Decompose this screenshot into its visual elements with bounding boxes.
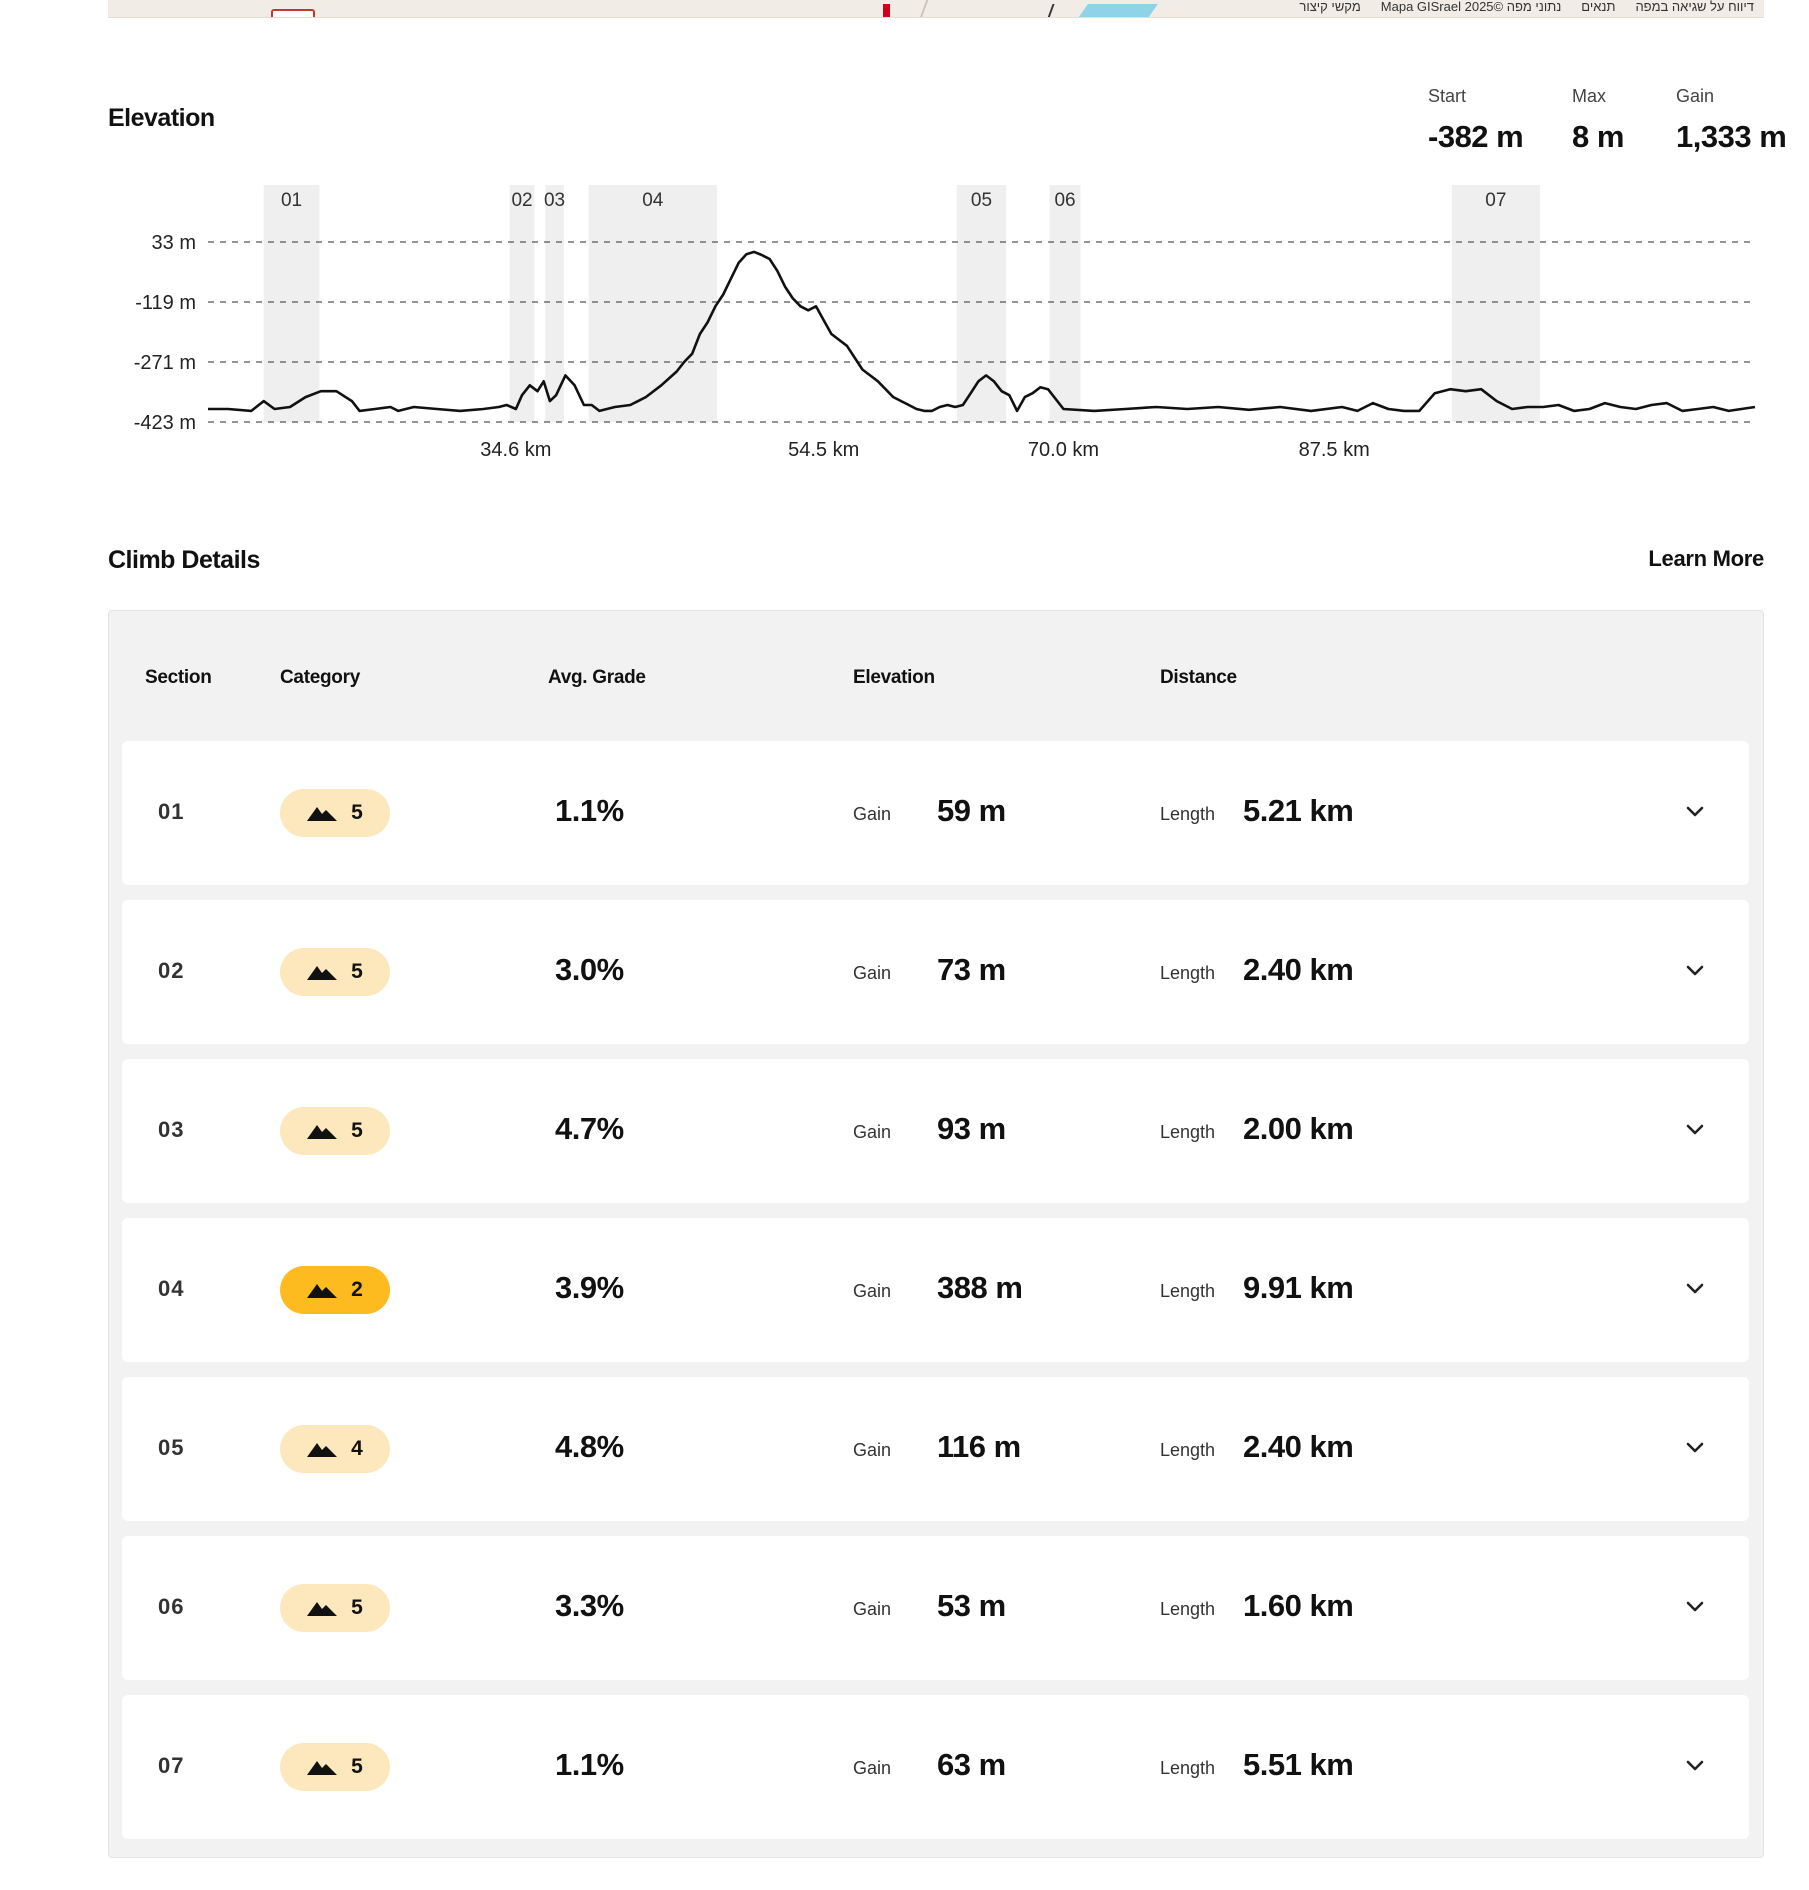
map-terms-link[interactable]: תנאים	[1581, 0, 1616, 14]
gain-label: Gain	[853, 1122, 892, 1142]
category-badge	[280, 789, 390, 837]
category-badge	[280, 948, 390, 996]
section-number: 04	[158, 1276, 185, 1301]
length-label: Length	[1160, 804, 1216, 824]
avg-grade: 1.1%	[555, 793, 624, 828]
mountain-icon	[307, 1440, 337, 1458]
avg-grade: 3.9%	[555, 1270, 624, 1305]
mountain-icon	[307, 1122, 337, 1140]
length-value: 9.91 km	[1243, 1270, 1354, 1305]
table-row[interactable]	[122, 1059, 1749, 1203]
chevron-down-icon[interactable]	[1682, 799, 1708, 825]
avg-grade: 4.8%	[555, 1429, 624, 1464]
category-number: 5	[351, 1119, 363, 1142]
stat-gain	[1676, 86, 1786, 155]
gain-value: 53 m	[937, 1588, 1006, 1623]
category-badge	[280, 1743, 390, 1791]
section-number: 07	[158, 1753, 185, 1778]
category-badge	[280, 1584, 390, 1632]
climb-band-label: 04	[642, 190, 664, 211]
stat-label: Start	[1428, 86, 1467, 106]
category-number: 5	[351, 1596, 363, 1619]
chevron-down-icon[interactable]	[1682, 1276, 1708, 1302]
mountain-icon	[307, 1599, 337, 1617]
mountain-icon	[307, 1758, 337, 1776]
climb-band-label: 07	[1485, 190, 1507, 211]
map-road	[1047, 4, 1054, 18]
climb-band-label: 06	[1054, 190, 1076, 211]
y-tick-label: 33 m	[151, 232, 196, 254]
gain-label: Gain	[853, 1440, 892, 1460]
category-number: 2	[351, 1278, 363, 1301]
chevron-down-icon[interactable]	[1682, 1753, 1708, 1779]
climb-band	[1050, 185, 1081, 422]
gain-label: Gain	[853, 1281, 892, 1301]
section-number: 06	[158, 1594, 185, 1619]
length-label: Length	[1160, 963, 1216, 983]
elevation-chart[interactable]	[108, 180, 1768, 470]
climb-band	[264, 185, 320, 422]
mountain-icon	[307, 963, 337, 981]
section-number: 05	[158, 1435, 185, 1460]
header-category: Category	[280, 667, 360, 688]
length-label: Length	[1160, 1281, 1216, 1301]
stat-label: Max	[1572, 86, 1607, 106]
x-tick-label: 87.5 km	[1298, 439, 1370, 461]
stat-label: Gain	[1676, 86, 1715, 106]
header-avg-grade: Avg. Grade	[548, 667, 646, 688]
chevron-down-icon[interactable]	[1682, 1117, 1708, 1143]
table-row[interactable]	[122, 1377, 1749, 1521]
stat-start	[1428, 86, 1523, 155]
x-tick-label: 54.5 km	[788, 439, 860, 461]
stat-max	[1572, 86, 1624, 155]
category-number: 5	[351, 1755, 363, 1778]
category-number: 5	[351, 960, 363, 983]
climb-details-title: Climb Details	[108, 546, 260, 574]
map-report-link[interactable]: דיווח על שגיאה במפה	[1635, 0, 1754, 14]
length-value: 2.40 km	[1243, 952, 1354, 987]
section-number: 01	[158, 799, 185, 824]
category-badge	[280, 1266, 390, 1314]
avg-grade: 3.0%	[555, 952, 624, 987]
section-number: 03	[158, 1117, 185, 1142]
gain-value: 388 m	[937, 1270, 1023, 1305]
table-row[interactable]	[122, 741, 1749, 885]
header-distance: Distance	[1160, 667, 1237, 688]
map-road	[920, 0, 929, 18]
gain-label: Gain	[853, 804, 892, 824]
y-tick-label: -423 m	[133, 412, 196, 434]
gain-value: 93 m	[937, 1111, 1006, 1146]
map-shortcuts-link[interactable]: מקשי קיצור	[1299, 0, 1361, 14]
chevron-down-icon[interactable]	[1682, 958, 1708, 984]
category-number: 4	[351, 1437, 363, 1460]
gain-value: 59 m	[937, 793, 1006, 828]
length-label: Length	[1160, 1440, 1216, 1460]
climb-band-label: 05	[970, 190, 993, 211]
y-tick-label: -119 m	[135, 292, 196, 314]
length-label: Length	[1160, 1599, 1216, 1619]
header-elevation: Elevation	[853, 667, 935, 688]
length-value: 2.40 km	[1243, 1429, 1354, 1464]
gain-label: Gain	[853, 1758, 892, 1778]
category-badge	[280, 1107, 390, 1155]
table-row[interactable]	[122, 1536, 1749, 1680]
length-value: 2.00 km	[1243, 1111, 1354, 1146]
climb-band	[589, 185, 717, 422]
avg-grade: 1.1%	[555, 1747, 624, 1782]
map-attribution	[1299, 0, 1754, 17]
stat-value: -382 m	[1428, 119, 1524, 154]
stat-value: 8 m	[1572, 119, 1624, 154]
mountain-icon	[307, 1281, 337, 1299]
gain-value: 63 m	[937, 1747, 1006, 1782]
length-label: Length	[1160, 1758, 1216, 1778]
map-strip[interactable]	[108, 0, 1764, 18]
chevron-down-icon[interactable]	[1682, 1594, 1708, 1620]
length-value: 5.21 km	[1243, 793, 1354, 828]
category-number: 5	[351, 801, 363, 824]
map-water	[1078, 4, 1158, 18]
y-tick-label: -271 m	[133, 352, 196, 374]
gain-value: 73 m	[937, 952, 1006, 987]
table-row[interactable]	[122, 1218, 1749, 1362]
length-label: Length	[1160, 1122, 1216, 1142]
gain-label: Gain	[853, 963, 892, 983]
table-row[interactable]	[122, 900, 1749, 1044]
avg-grade: 4.7%	[555, 1111, 624, 1146]
map-data-credit: נתוני מפה ©2025 Mapa GISrael	[1380, 0, 1562, 14]
length-value: 1.60 km	[1243, 1588, 1354, 1623]
climb-band	[1452, 185, 1540, 422]
section-number: 02	[158, 958, 185, 983]
category-badge	[280, 1425, 390, 1473]
mountain-icon	[307, 804, 337, 822]
learn-more-link[interactable]: Learn More	[1648, 546, 1764, 571]
map-route-marker	[883, 4, 890, 18]
stat-value: 1,333 m	[1676, 119, 1787, 154]
x-tick-label: 34.6 km	[480, 439, 552, 461]
avg-grade: 3.3%	[555, 1588, 624, 1623]
x-tick-label: 70.0 km	[1027, 439, 1100, 461]
gain-label: Gain	[853, 1599, 892, 1619]
climb-table	[108, 610, 1764, 1858]
climb-band-label: 03	[543, 190, 566, 211]
climb-band-label: 02	[511, 190, 533, 211]
length-value: 5.51 km	[1243, 1747, 1354, 1782]
gain-value: 116 m	[937, 1429, 1021, 1464]
table-row[interactable]	[122, 1695, 1749, 1839]
climb-band-label: 01	[280, 190, 303, 211]
map-road-badge	[271, 9, 315, 18]
header-section: Section	[145, 667, 212, 688]
table-header	[109, 611, 1763, 741]
elevation-title: Elevation	[108, 104, 215, 132]
chevron-down-icon[interactable]	[1682, 1435, 1708, 1461]
